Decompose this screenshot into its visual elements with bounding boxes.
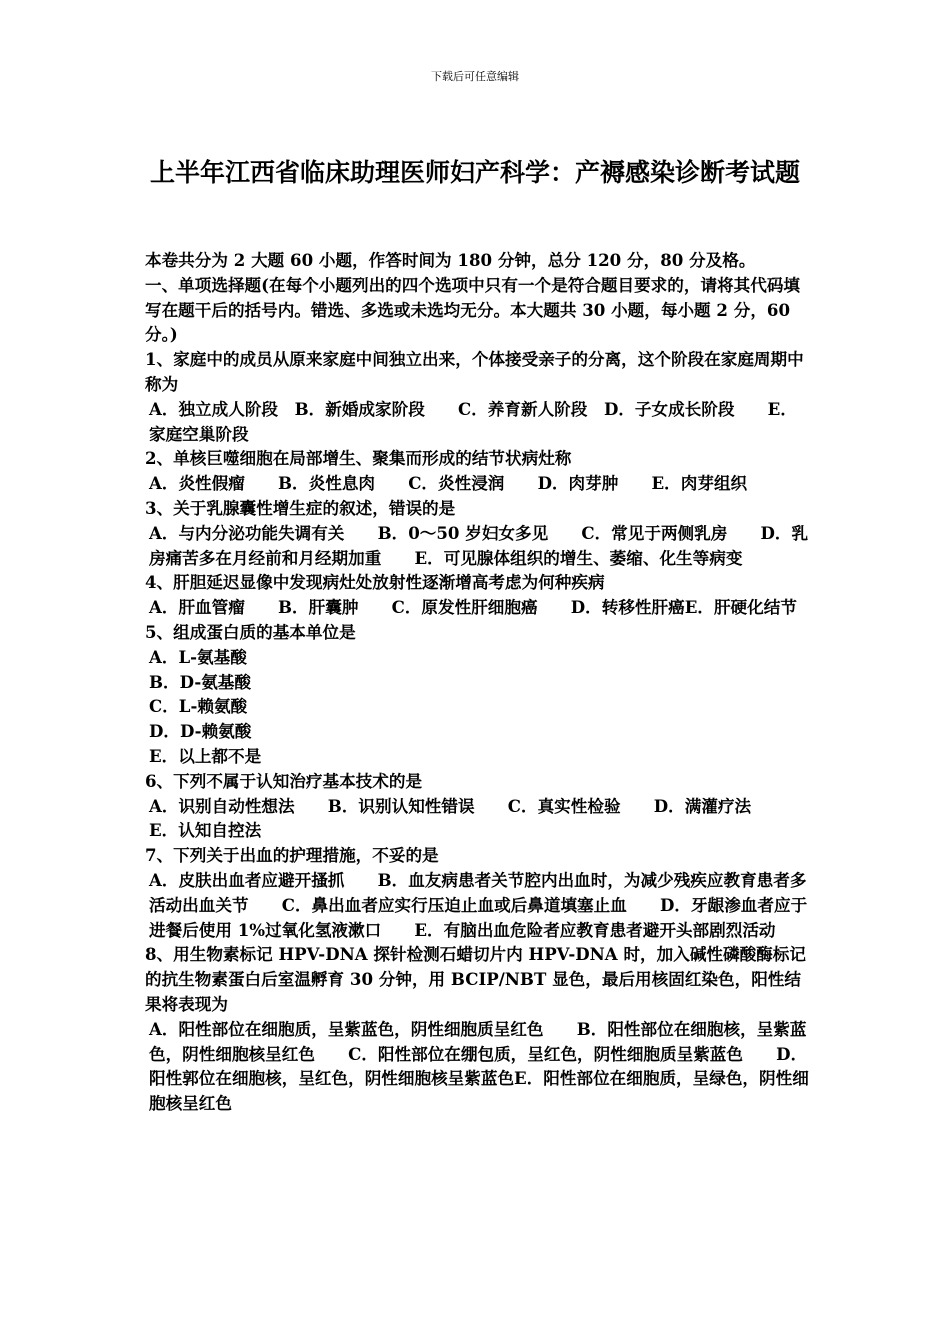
- question-stem: 2、单核巨噬细胞在局部增生、聚集而形成的结节状病灶称: [145, 448, 572, 469]
- question-options: A．独立成人阶段 B．新婚成家阶段 C．养育新人阶段 D．子女成长阶段 E．家庭空巢阶段: [149, 398, 797, 444]
- question-options: A．炎性假瘤 B．炎性息肉 C．炎性浸润 D．肉芽肿 E．肉芽组织: [149, 473, 748, 494]
- question-options: A．皮肤出血者应避开搔抓 B．血友病患者关节腔内出血时，为减少残疾应教育患者多活动出血关节 C．鼻出血者应实行压迫止血或后鼻道填塞止血 D．牙龈渗血者应于进餐后使用 1%过氧化氢液漱口 E．有脑出血危险者应教育患者避开头部剧烈活动: [149, 869, 808, 940]
- question-stem: 5、组成蛋白质的基本单位是: [145, 621, 356, 642]
- document-body: [145, 248, 813, 1116]
- option-a: A．L-氨基酸: [149, 646, 247, 667]
- header-note: 下载后可任意编辑: [431, 70, 519, 83]
- question-2: [145, 446, 813, 496]
- question-stem: 1、家庭中的成员从原来家庭中间独立出来，个体接受亲子的分离，这个阶段在家庭周期中称为: [145, 349, 804, 394]
- question-stem: 3、关于乳腺囊性增生症的叙述，错误的是: [145, 497, 456, 518]
- question-3: [145, 496, 813, 570]
- question-5: [145, 620, 813, 769]
- question-stem: 6、下列不属于认知治疗基本技术的是: [145, 770, 423, 791]
- question-options: A．肝血管瘤 B．肝囊肿 C．原发性肝细胞癌 D．转移性肝癌E．肝硬化结节: [149, 597, 797, 618]
- question-4: [145, 570, 813, 620]
- question-7: [145, 843, 813, 942]
- question-1: [145, 347, 813, 446]
- question-options: A．与内分泌功能失调有关 B．0～50 岁妇女多见 C．常见于两侧乳房 D．乳房痛苦多在月经前和月经期加重 E．可见腺体组织的增生、萎缩、化生等病变: [149, 522, 809, 568]
- question-options: A．识别自动性想法 B．识别认知性错误 C．真实性检验 D．满灌疗法 E．认知自控法: [149, 795, 785, 841]
- question-stem: 8、用生物素标记 HPV-DNA 探针检测石蜡切片内 HPV-DNA 时，加入碱性磷酸酶标记的抗生物素蛋白后室温孵育 30 分钟，用 BCIP/NBT 显色，最后用核固红染色，阳性结果将表现为: [145, 944, 806, 1014]
- option-c: C．L-赖氨酸: [149, 696, 248, 717]
- section-heading: 一、单项选择题(在每个小题列出的四个选项中只有一个是符合题目要求的，请将其代码填写在题干后的括号内。错选、多选或未选均无分。本大题共 30 小题，每小题 2 分，60 分。): [145, 274, 801, 345]
- exam-intro: 本卷共分为 2 大题 60 小题，作答时间为 180 分钟，总分 120 分，80 分及格。: [145, 250, 756, 270]
- option-d: D．D-赖氨酸: [149, 721, 252, 742]
- question-6: [145, 769, 813, 843]
- question-8: [145, 942, 813, 1116]
- option-b: B．D-氨基酸: [149, 671, 251, 692]
- option-e: E．以上都不是: [149, 745, 262, 766]
- question-stem: 7、下列关于出血的护理措施，不妥的是: [145, 845, 439, 866]
- question-stem: 4、肝胆延迟显像中发现病灶处放射性逐渐增高考虑为何种疾病: [145, 572, 605, 593]
- document-title: 上半年江西省临床助理医师妇产科学：产褥感染诊断考试题: [149, 158, 800, 187]
- question-options: A．阳性部位在细胞质，呈紫蓝色，阴性细胞质呈红色 B．阳性部位在细胞核，呈紫蓝色，阴性细胞核呈红色 C．阳性部位在绷包质，呈红色，阴性细胞质呈紫蓝色 D．阳性郭位在细胞核，呈红色，阴性细胞核呈紫蓝色E．阳性部位在细胞质，呈绿色，阴性细胞核呈红色: [149, 1018, 809, 1114]
